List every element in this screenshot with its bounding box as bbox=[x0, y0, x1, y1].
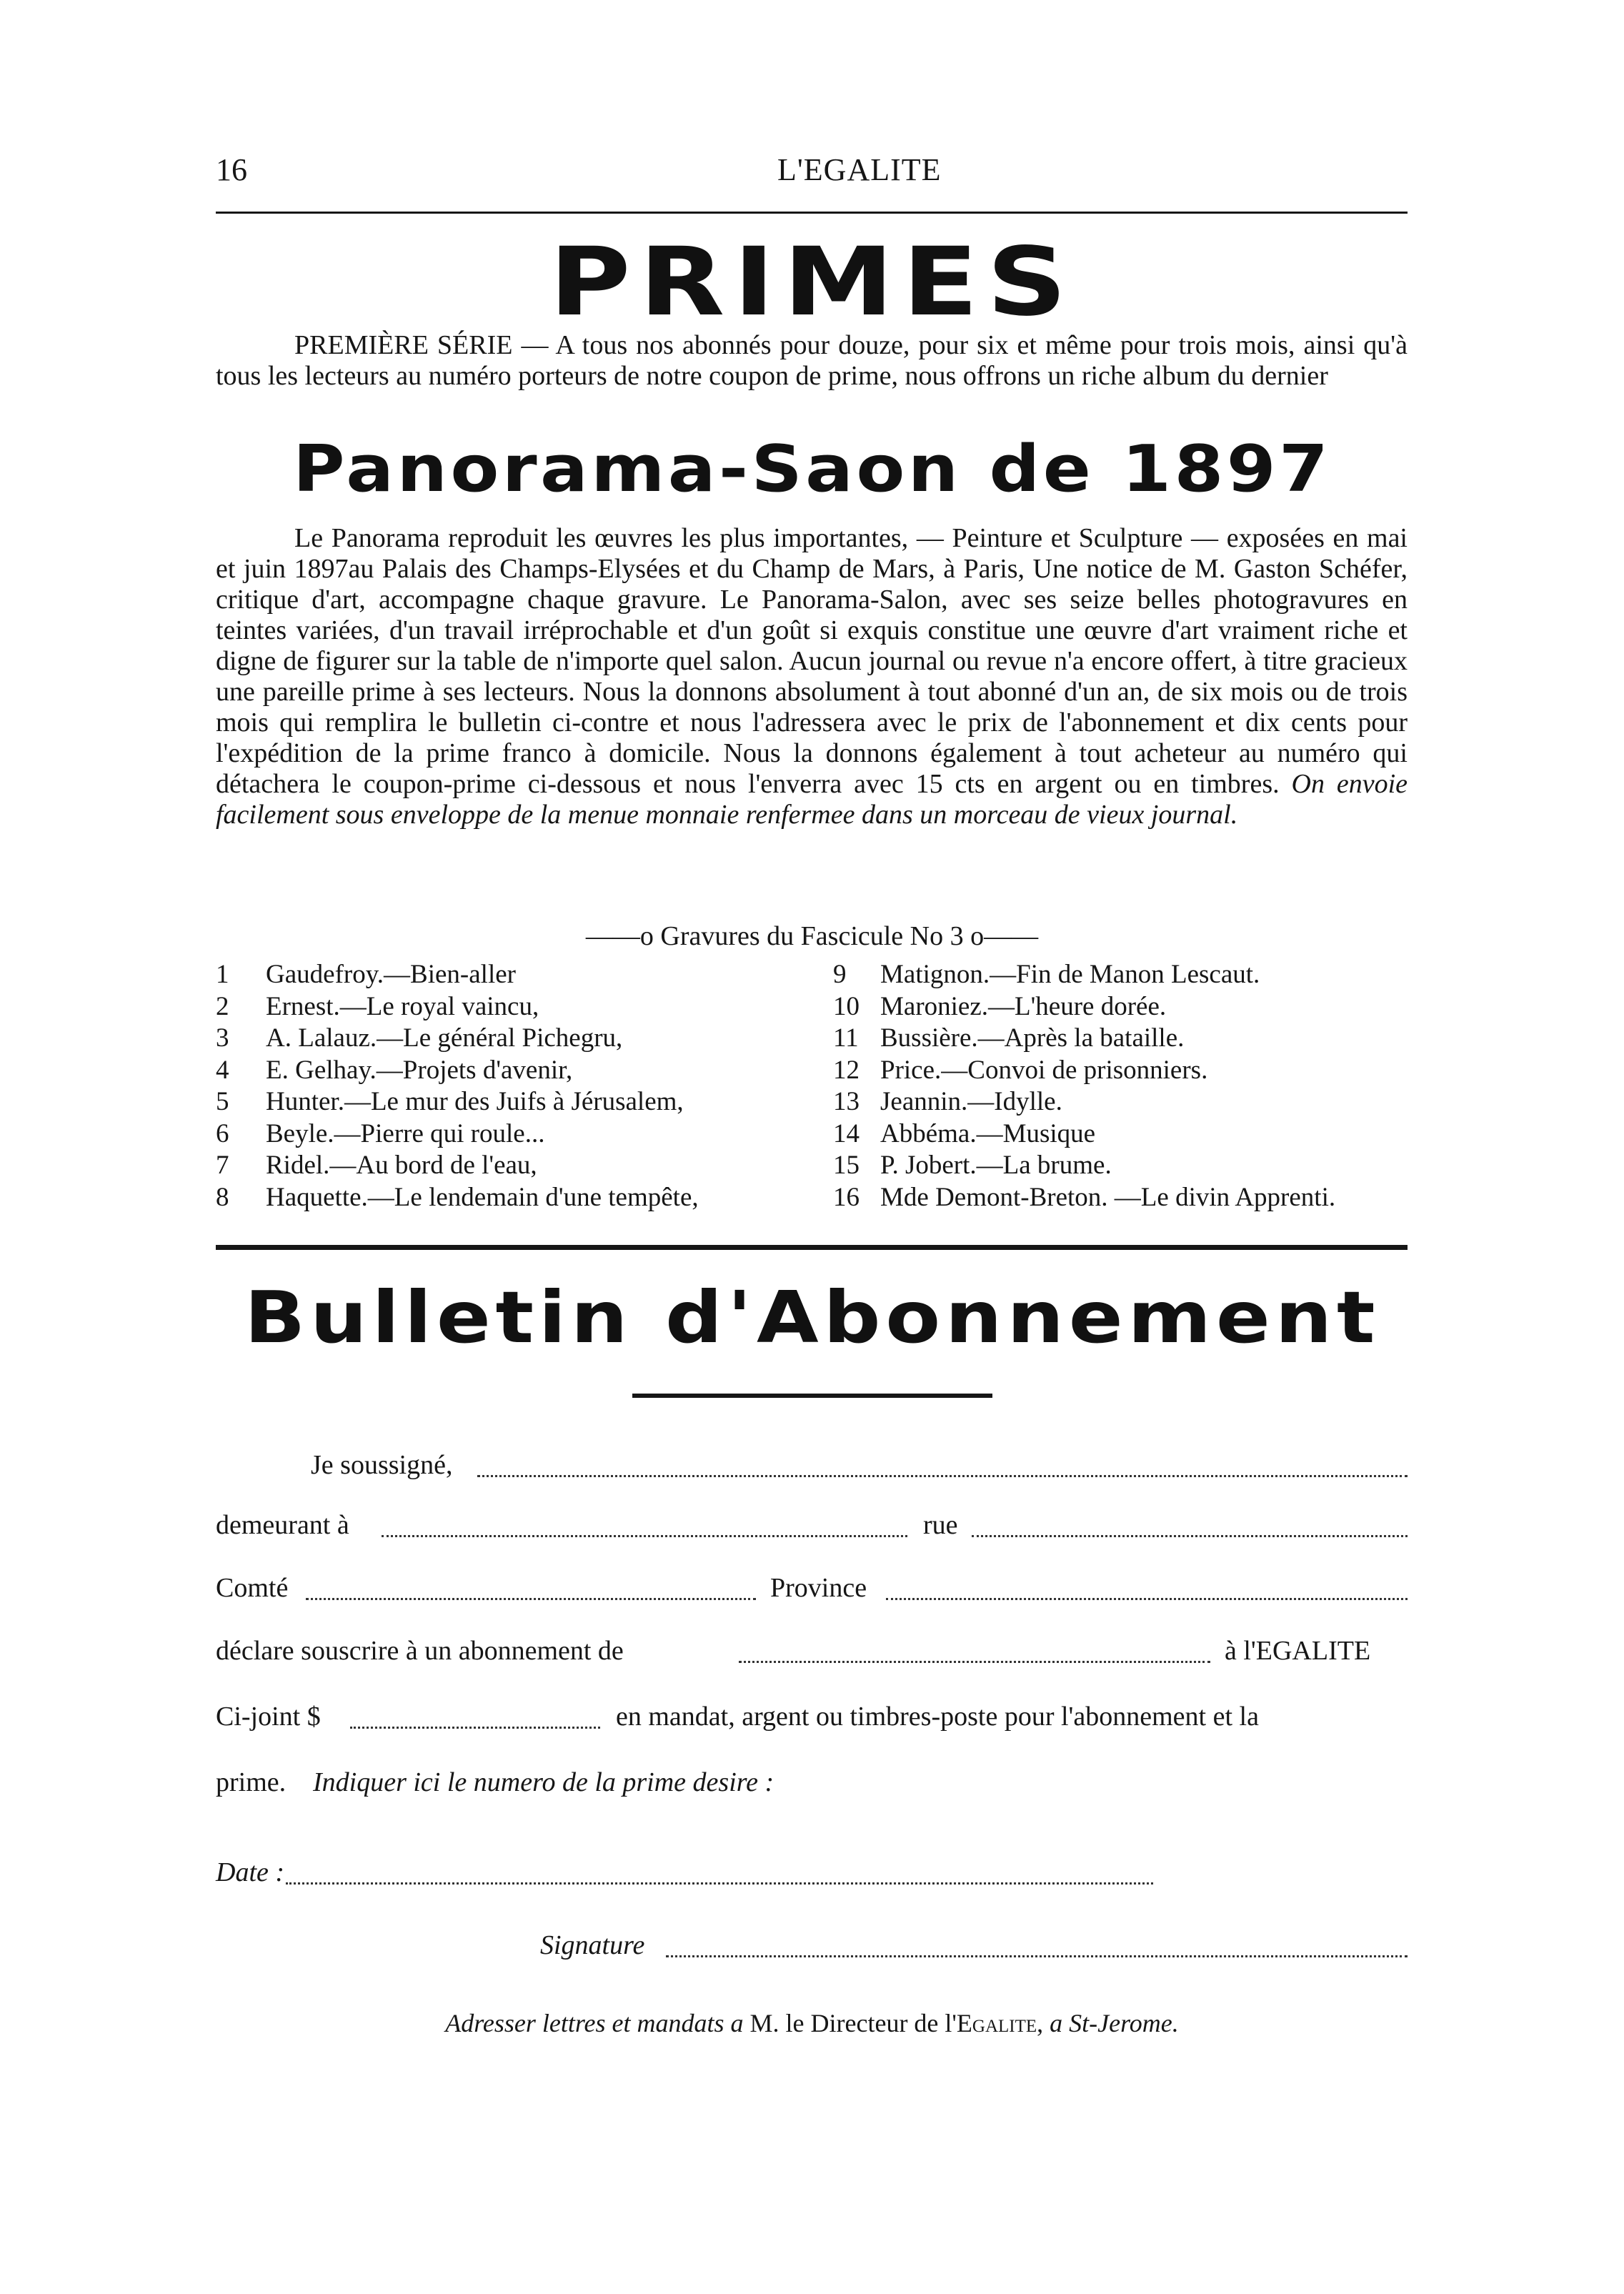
primes-intro-paragraph: PREMIÈRE SÉRIE — A tous nos abonnés pour douze, pour six et même pour trois mois, ainsi qu'à tous les lecteurs au numéro porteurs de notre coupon de prime, nous offrons un riche album du dernier bbox=[216, 330, 1408, 391]
gravure-number: 9 bbox=[833, 960, 847, 989]
gravure-number: 11 bbox=[833, 1023, 859, 1053]
list-item bbox=[216, 1118, 699, 1151]
gravure-number: 12 bbox=[833, 1055, 860, 1085]
list-item bbox=[833, 1118, 1335, 1151]
list-item bbox=[833, 1086, 1335, 1118]
bulletin-title: Bulletin d'Abonnement bbox=[244, 1276, 1380, 1359]
date-field[interactable] bbox=[286, 1882, 1153, 1885]
rue-label: rue bbox=[923, 1510, 958, 1540]
page-number: 16 bbox=[216, 152, 247, 187]
gravure-number: 8 bbox=[216, 1182, 229, 1212]
section-divider-rule bbox=[216, 1245, 1408, 1250]
bulletin-title-underline bbox=[632, 1394, 992, 1398]
gravures-list-right bbox=[833, 959, 1335, 1213]
gravure-number: 7 bbox=[216, 1151, 229, 1180]
list-item bbox=[216, 1150, 699, 1182]
ci-joint-label: Ci-joint $ bbox=[216, 1702, 321, 1732]
gravure-title: A. Lalauz.—Le général Pichegru, bbox=[266, 1023, 623, 1053]
gravure-title: Ridel.—Au bord de l'eau, bbox=[266, 1151, 537, 1180]
gravure-number: 5 bbox=[216, 1087, 229, 1116]
primes-title: PRIMES bbox=[549, 227, 1075, 337]
gravure-title: Maroniez.—L'heure dorée. bbox=[880, 991, 1167, 1021]
gravure-title: P. Jobert.—La brume. bbox=[880, 1151, 1112, 1180]
gravures-list-left bbox=[216, 959, 699, 1213]
signature-label: Signature bbox=[540, 1930, 645, 1960]
subscription-term-field[interactable] bbox=[739, 1661, 1210, 1663]
footer-address-note bbox=[0, 2008, 1624, 2038]
panorama-text: Le Panorama reproduit les œuvres les plus importantes, — Peinture et Sculpture — exposées en mai et juin 1897au Palais des Champs-Elysées et du Champ de Mars, à Paris, Une notice de M. Gaston Schéfer, critique d'art, accompagne chaque gravure. Le Panorama-Salon, avec ses seize belles photogravures en teintes variées, d'un travail irréprochable et d'un goût si exquis constitue une œuvre d'art vraiment riche et digne de figurer sur la table de n'importe quel salon. Aucun journal ou revue n'a encore offert, à titre gracieux une pareille prime à ses lecteurs. Nous la donnons absolument à tout abonné d'un an, de six mois ou de trois mois qui remplira le bulletin ci-contre et nous l'adressera avec le prix de l'abonnement et dix cents pour l'expédition de la prime franco à domicile. Nous la donnons également à tout acheteur au numéro qui détachera le coupon-prime ci-dessous et nous l'enverra avec 15 cts en argent ou en timbres. bbox=[216, 523, 1408, 799]
gravure-number: 10 bbox=[833, 991, 860, 1021]
address-field[interactable] bbox=[382, 1535, 907, 1537]
list-item bbox=[833, 959, 1335, 991]
panorama-paragraph bbox=[216, 523, 1408, 830]
gravure-title: Abbéma.—Musique bbox=[880, 1118, 1096, 1148]
a-legalite-label: à l'EGALITE bbox=[1225, 1636, 1371, 1666]
gravure-title: Hunter.—Le mur des Juifs à Jérusalem, bbox=[266, 1087, 684, 1116]
province-field[interactable] bbox=[886, 1598, 1408, 1600]
en-mandat-text: en mandat, argent ou timbres-poste pour l'abonnement et la bbox=[616, 1702, 1259, 1732]
name-field[interactable] bbox=[477, 1475, 1408, 1477]
gravure-title: Bussière.—Après la bataille. bbox=[880, 1023, 1185, 1053]
list-item bbox=[833, 1182, 1335, 1214]
gravure-number: 4 bbox=[216, 1055, 229, 1085]
gravure-number: 13 bbox=[833, 1087, 860, 1116]
demeurant-label: demeurant à bbox=[216, 1510, 349, 1540]
gravure-title: Jeannin.—Idylle. bbox=[880, 1087, 1062, 1116]
list-item bbox=[833, 1150, 1335, 1182]
gravure-title: Price.—Convoi de prisonniers. bbox=[880, 1055, 1208, 1085]
county-field[interactable] bbox=[306, 1598, 756, 1600]
gravure-title: Matignon.—Fin de Manon Lescaut. bbox=[880, 960, 1260, 989]
declare-label: déclare souscrire à un abonnement de bbox=[216, 1636, 624, 1666]
footer-italic-1: Adresser lettres et mandats a bbox=[445, 2009, 744, 2037]
signature-field[interactable] bbox=[666, 1955, 1408, 1957]
panorama-italic-note: On envoie facilement sous enveloppe de la menue monnaie renfermee dans un morceau de vieux journal. bbox=[216, 769, 1408, 830]
gravure-number: 1 bbox=[216, 960, 229, 989]
list-item bbox=[833, 1055, 1335, 1087]
street-field[interactable] bbox=[972, 1535, 1408, 1537]
date-label: Date : bbox=[216, 1857, 285, 1887]
list-item bbox=[216, 1182, 699, 1214]
comte-label: Comté bbox=[216, 1573, 289, 1603]
gravure-number: 3 bbox=[216, 1023, 229, 1053]
gravure-title: E. Gelhay.—Projets d'avenir, bbox=[266, 1055, 573, 1085]
province-label: Province bbox=[770, 1573, 867, 1603]
gravure-title: Beyle.—Pierre qui roule... bbox=[266, 1118, 545, 1148]
gravure-title: Mde Demont-Breton. —Le divin Apprenti. bbox=[880, 1182, 1336, 1212]
album-title: Panorama-Saon de 1897 bbox=[292, 432, 1332, 507]
prime-label: prime. bbox=[216, 1767, 287, 1797]
amount-field[interactable] bbox=[350, 1727, 600, 1729]
list-item bbox=[216, 991, 699, 1023]
gravure-number: 15 bbox=[833, 1151, 860, 1180]
gravure-title: Ernest.—Le royal vaincu, bbox=[266, 991, 539, 1021]
gravure-title: Haquette.—Le lendemain d'une tempête, bbox=[266, 1182, 699, 1212]
footer-smallcaps: Egalite, bbox=[956, 2009, 1044, 2037]
list-item bbox=[833, 1023, 1335, 1055]
gravure-number: 16 bbox=[833, 1182, 860, 1212]
journal-name: L'EGALITE bbox=[777, 152, 942, 187]
je-soussigne-label: Je soussigné, bbox=[311, 1450, 453, 1480]
gravure-title: Gaudefroy.—Bien-aller bbox=[266, 960, 516, 989]
indiquer-prime-instruction: Indiquer ici le numero de la prime desire : bbox=[313, 1767, 774, 1797]
list-item bbox=[216, 1086, 699, 1118]
gravure-number: 2 bbox=[216, 991, 229, 1021]
gravures-heading: ——o Gravures du Fascicule No 3 o—— bbox=[585, 921, 1039, 951]
list-item bbox=[216, 1055, 699, 1087]
gravure-number: 14 bbox=[833, 1118, 860, 1148]
list-item bbox=[216, 959, 699, 991]
footer-italic-2: a St-Jerome. bbox=[1050, 2009, 1179, 2037]
footer-plain: M. le Directeur de l' bbox=[749, 2009, 957, 2037]
gravure-number: 6 bbox=[216, 1118, 229, 1148]
list-item bbox=[216, 1023, 699, 1055]
list-item bbox=[833, 991, 1335, 1023]
header-rule bbox=[216, 212, 1408, 214]
